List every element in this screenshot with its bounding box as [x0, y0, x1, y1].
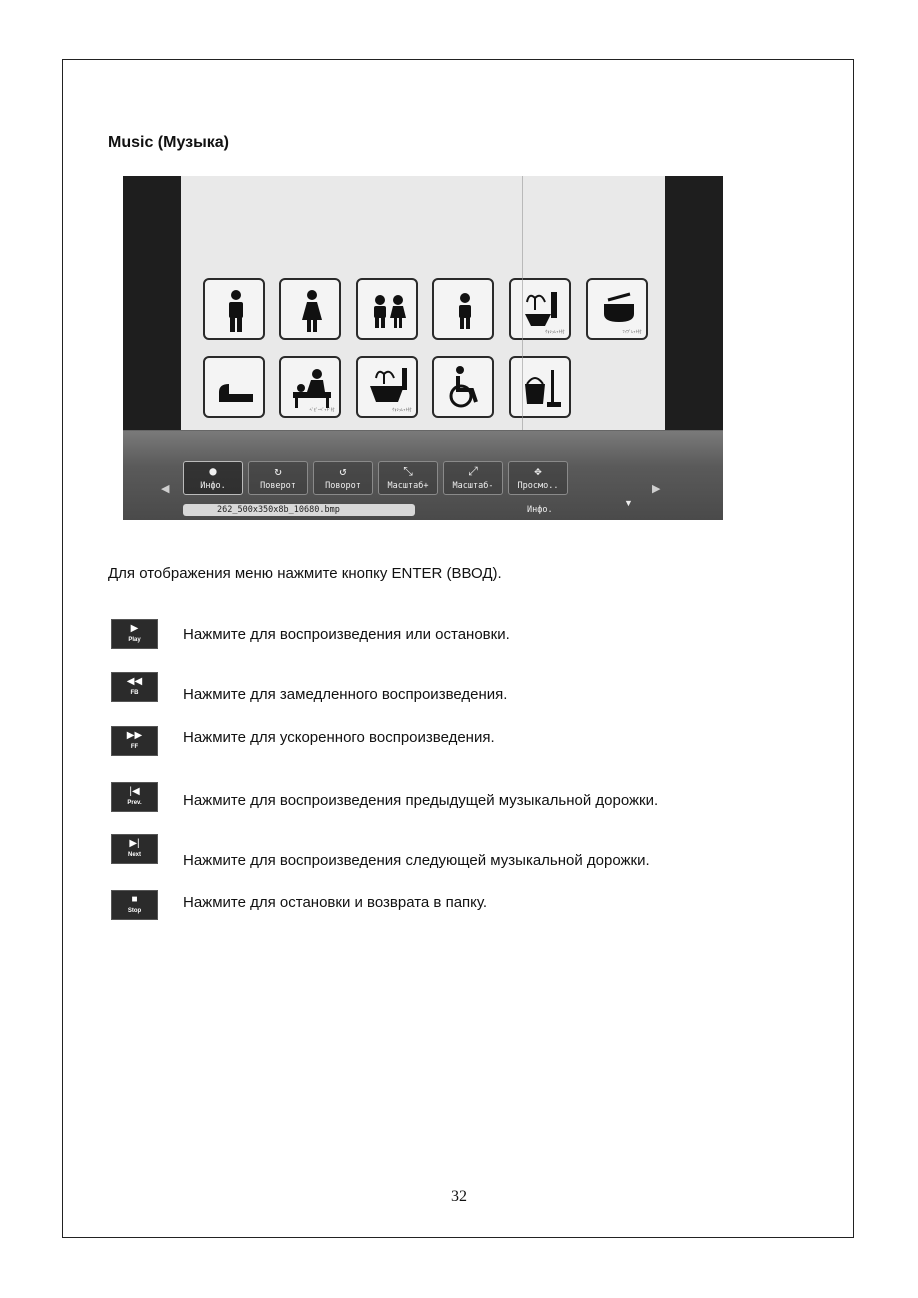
control-description: Нажмите для остановки и возврата в папку.	[183, 894, 488, 911]
previous-button-icon	[111, 782, 158, 812]
children-icon	[356, 278, 418, 340]
menu-move-button[interactable]	[508, 461, 568, 495]
control-description: Нажмите для воспроизведения следующей музыкальной дорожки.	[183, 852, 650, 869]
pictogram-caption: ﾍﾞﾋﾞｰﾍﾞｯﾄﾞ付	[309, 407, 335, 412]
child-icon	[432, 278, 494, 340]
control-label: Stop	[127, 908, 142, 914]
baby-changing-icon	[279, 356, 341, 418]
next-button-icon	[111, 834, 158, 864]
right-arrow-icon[interactable]: ▶	[652, 483, 661, 495]
control-label: Next	[127, 852, 141, 858]
info-icon: ●	[209, 464, 217, 478]
info-hint: Инфо.	[527, 505, 553, 515]
rewind-button-icon	[111, 672, 158, 702]
rewind-icon: ◀◀	[126, 676, 143, 687]
previous-icon: |◀	[129, 786, 140, 797]
menu-label: Масштаб-	[452, 481, 494, 491]
left-arrow-icon[interactable]: ◀	[161, 483, 170, 495]
control-label: Play	[128, 637, 141, 643]
stop-icon: ■	[131, 894, 138, 905]
pictogram-caption: ﾏｲﾌﾞﾚｯﾄ付	[622, 329, 642, 334]
control-description: Нажмите для воспроизведения или остановки.	[183, 626, 510, 643]
cleaning-bucket-icon	[509, 356, 571, 418]
control-description: Нажмите для воспроизведения предыдущей музыкальной дорожки.	[183, 792, 659, 809]
chevron-down-icon[interactable]: ▼	[624, 498, 633, 508]
menu-label: Масштаб+	[387, 481, 429, 491]
portable-bidet-icon	[586, 278, 648, 340]
tv-screenshot	[123, 176, 723, 520]
menu-info-button[interactable]	[183, 461, 243, 495]
pictogram-caption: ｳｫｼｭﾚｯﾄ付	[545, 329, 565, 334]
play-button-icon	[111, 619, 158, 649]
menu-label: Поворот	[325, 481, 361, 491]
bed-icon	[203, 356, 265, 418]
page-number: 32	[451, 1188, 467, 1205]
menu-label: Просмо..	[517, 481, 559, 491]
fast-forward-icon: ▶▶	[126, 730, 143, 741]
pictogram-caption: ｳｫｼｭﾚｯﾄ付	[392, 407, 412, 412]
control-label: FB	[130, 690, 139, 696]
intro-text: Для отображения меню нажмите кнопку ENTER (ВВОД).	[108, 565, 502, 582]
man-icon	[203, 278, 265, 340]
move-icon: ✥	[534, 464, 542, 478]
section-title: Music (Музыка)	[108, 134, 229, 151]
filename-bar: 262_500x350x8b_10680.bmp	[183, 504, 415, 516]
menu-rotate-ccw-button[interactable]	[313, 461, 373, 495]
control-label: FF	[130, 744, 139, 750]
control-label: Prev.	[127, 800, 142, 806]
menu-zoom-in-button[interactable]	[378, 461, 438, 495]
rotate-cw-icon: ↻	[274, 464, 282, 478]
woman-icon	[279, 278, 341, 340]
control-description: Нажмите для ускоренного воспроизведения.	[183, 729, 495, 746]
menu-label: Поверот	[260, 481, 296, 491]
rotate-ccw-icon: ↺	[339, 464, 347, 478]
next-icon: ▶|	[129, 838, 140, 849]
menu-zoom-out-button[interactable]	[443, 461, 503, 495]
play-icon: ▶	[130, 623, 139, 634]
fast-forward-button-icon	[111, 726, 158, 756]
zoom-out-icon: ⤢	[468, 464, 478, 478]
zoom-in-icon: ⤡	[403, 464, 413, 478]
wheelchair-icon	[432, 356, 494, 418]
stop-button-icon	[111, 890, 158, 920]
washlet-toilet-icon	[509, 278, 571, 340]
menu-rotate-cw-button[interactable]	[248, 461, 308, 495]
menu-label: Инфо.	[200, 481, 226, 491]
control-description: Нажмите для замедленного воспроизведения.	[183, 686, 508, 703]
washlet-toilet-icon	[356, 356, 418, 418]
